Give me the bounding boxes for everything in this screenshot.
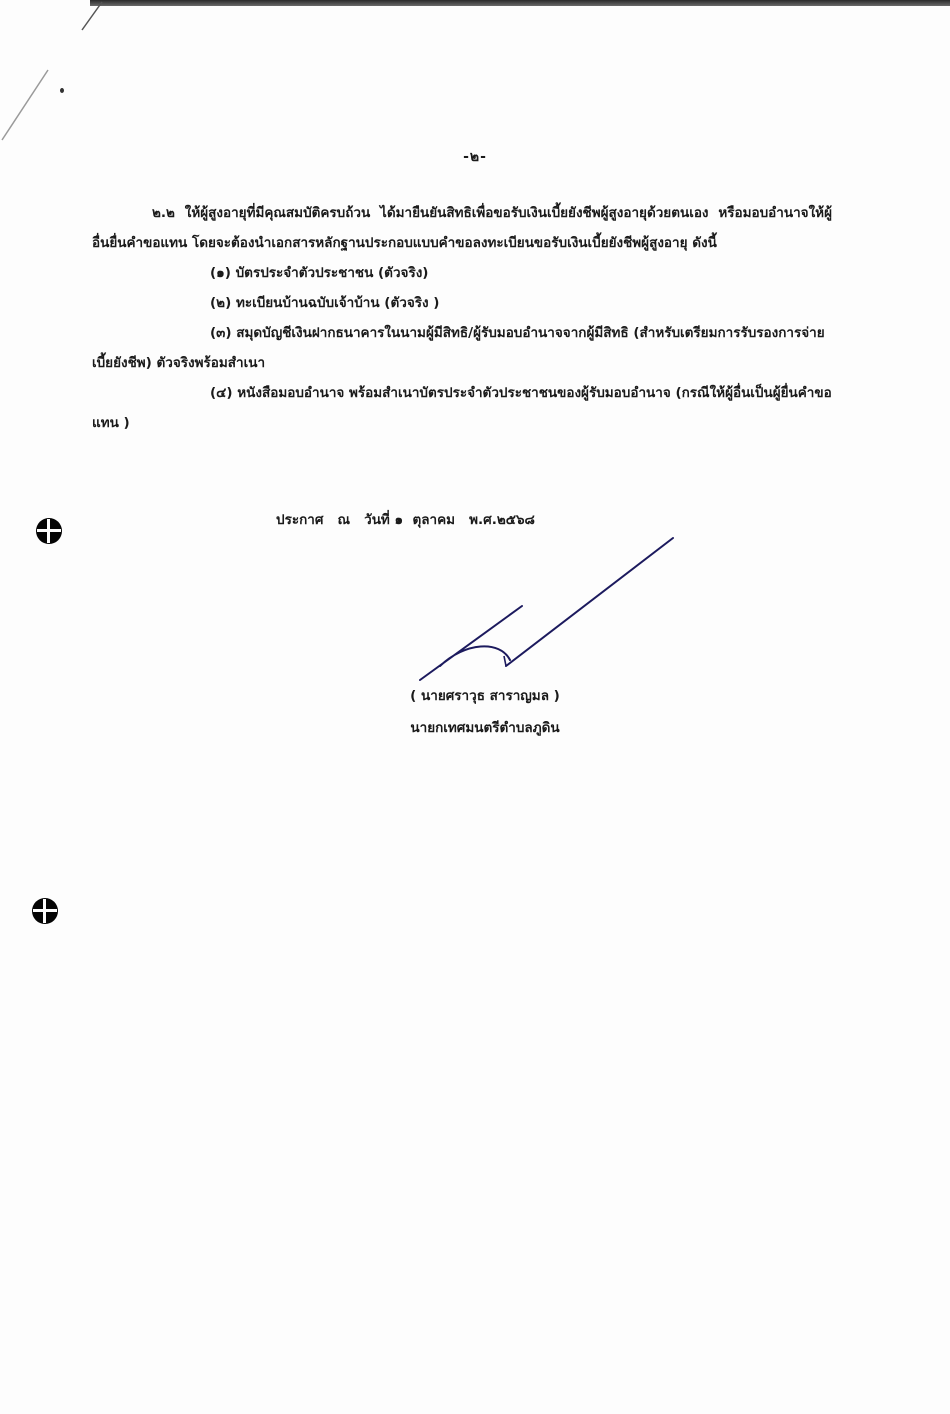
scan-top-edge [90,0,950,6]
punch-hole [32,898,58,924]
signer-name: ( นายศราวุธ สาราญมล ) [410,688,560,704]
scan-mark [60,88,64,93]
page-number: -๒- [463,149,487,165]
list-item: (๑) บัตรประจำตัวประชาชน (ตัวจริง) [210,265,429,281]
list-item: (๓) สมุดบัญชีเงินฝากธนาคารในนามผู้มีสิทธิ/ผู้รับมอบอำนาจจากผู้มีสิทธิ (สำหรับเตรียมการรับรองการจ่ายเบี้ยยังชีพ) ตัวจริงพร้อมสำเนา [92,325,825,371]
announcement-date: ประกาศ ณ วันที่ ๑ ตุลาคม พ.ศ.๒๕๖๘ [276,512,535,528]
punch-hole [36,518,62,544]
list-item: (๒) ทะเบียนบ้านฉบับเจ้าบ้าน (ตัวจริง ) [210,295,440,311]
section-2-2 [92,198,832,438]
folded-corner [0,0,110,150]
handwritten-signature [410,530,690,690]
section-paragraph: ๒.๒ ให้ผู้สูงอายุที่มีคุณสมบัติครบถ้วน ได้มายืนยันสิทธิเพื่อขอรับเงินเบี้ยยังชีพผู้สูงอายุด้วยตนเอง หรือมอบอำนาจให้ผู้อื่นยื่นคำขอแทน โดยจะต้องนำเอกสารหลักฐานประกอบแบบคำขอลงทะเบียนขอรับเงินเบี้ยยังชีพผู้สูงอายุ ดังนี้ [92,205,832,251]
signer-title: นายกเทศมนตรีตำบลภูดิน [410,720,560,736]
list-item: (๔) หนังสือมอบอำนาจ พร้อมสำเนาบัตรประจำตัวประชาชนของผู้รับมอบอำนาจ (กรณีให้ผู้อื่นเป็นผู้ยื่นคำขอแทน ) [92,385,832,431]
